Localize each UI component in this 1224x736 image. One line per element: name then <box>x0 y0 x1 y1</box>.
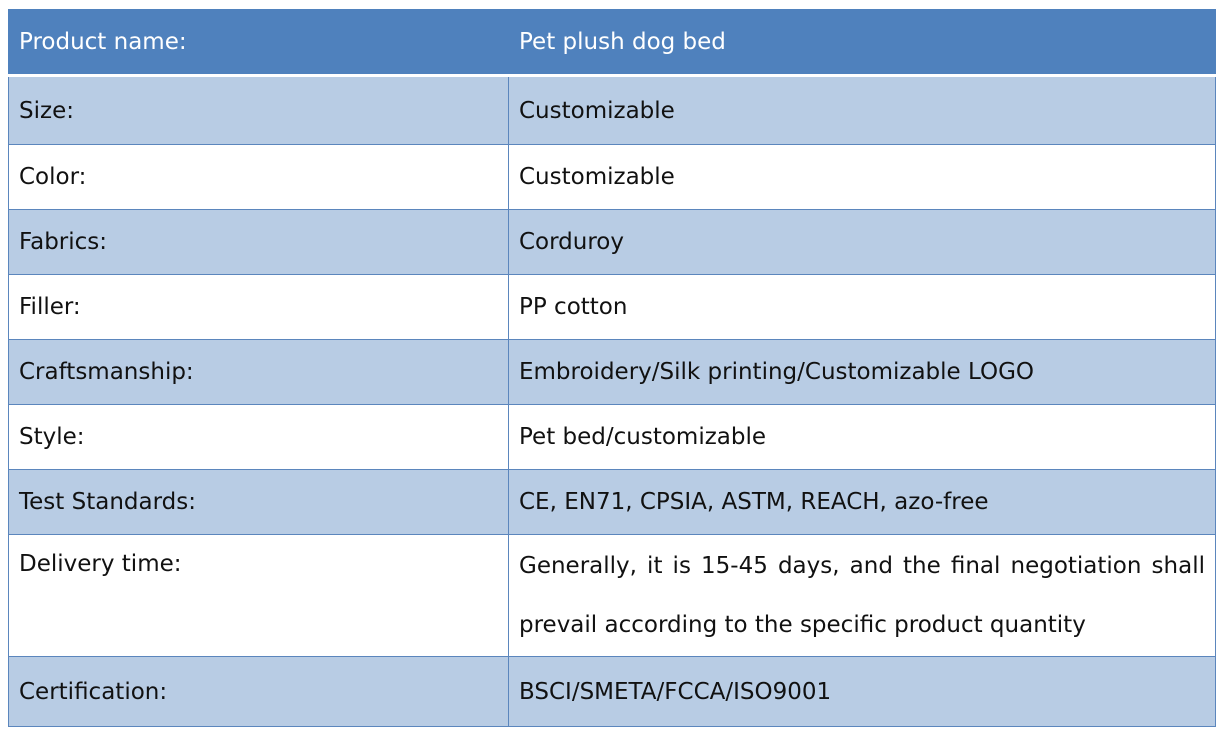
table-row-delivery-time <box>9 535 1216 657</box>
table-row-craftsmanship <box>9 340 1216 405</box>
row-label: Fabrics: <box>9 210 509 275</box>
row-value: Customizable <box>509 76 1216 145</box>
table-row-certification <box>9 657 1216 727</box>
row-label: Style: <box>9 405 509 470</box>
product-spec-table <box>8 9 1216 727</box>
table-row-style <box>9 405 1216 470</box>
row-label: Color: <box>9 145 509 210</box>
row-value: BSCI/SMETA/FCCA/ISO9001 <box>509 657 1216 727</box>
row-label: Size: <box>9 76 509 145</box>
table-row-color <box>9 145 1216 210</box>
row-value: Customizable <box>509 145 1216 210</box>
row-label: Delivery time: <box>9 535 509 657</box>
table-row-filler <box>9 275 1216 340</box>
row-value: Pet bed/customizable <box>509 405 1216 470</box>
row-value: Generally, it is 15-45 days, and the final negotiation shall prevail according to the specific product quantity <box>509 535 1216 657</box>
row-label: Certification: <box>9 657 509 727</box>
table-row-size <box>9 76 1216 145</box>
header-value-cell: Pet plush dog bed <box>509 10 1216 76</box>
row-label: Filler: <box>9 275 509 340</box>
row-label: Craftsmanship: <box>9 340 509 405</box>
table-header-row <box>9 10 1216 76</box>
row-value: Embroidery/Silk printing/Customizable LOGO <box>509 340 1216 405</box>
row-value: CE, EN71, CPSIA, ASTM, REACH, azo-free <box>509 470 1216 535</box>
row-value: PP cotton <box>509 275 1216 340</box>
row-label: Test Standards: <box>9 470 509 535</box>
header-label-cell: Product name: <box>9 10 509 76</box>
table-row-fabrics <box>9 210 1216 275</box>
row-value: Corduroy <box>509 210 1216 275</box>
table-row-test-standards <box>9 470 1216 535</box>
